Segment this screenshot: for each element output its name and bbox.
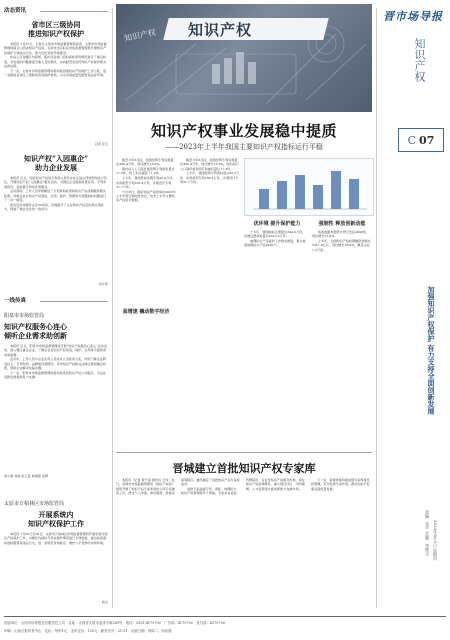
section-name: 知识产权 bbox=[413, 38, 426, 82]
article-title: 省市区三级协同 推进知识产权保护 bbox=[28, 20, 84, 38]
section-label-frontline: 一线传真 bbox=[4, 298, 27, 304]
article-kicker: 太原市万柏林区市场监管局 bbox=[4, 501, 65, 507]
page-number: 07 bbox=[419, 133, 435, 147]
article-body: 本报讯 7月27日，记者从太原市市场监督管理局获悉，太原市市场监督管理局联合山西省知识产权局、太原市杏花岭区市场监督管理局开展知识产权保护专项执法行动，助力优化营商环境建设。 执法人员对辖区内商场、超市及各类门店的商标使用情况进行了重点检查，对发现的问题督促当事人及时整改，并向经营者宣传知识产权保护相关法律法规。 下一步，太原市市场监督管理局将持续加强知识产权保护工作力度，进一步推进省市区三级联动协同保护机制，为全市高质量发展营造良好环境。 bbox=[4, 42, 107, 78]
left-column bbox=[4, 4, 108, 608]
column-divider bbox=[376, 8, 377, 608]
article-byline: 武小康 刘丽 张江波 杨雨婷 张辉 bbox=[4, 474, 49, 478]
article-title: 知识产权服务心连心 倾听企业需求助创新 bbox=[4, 322, 67, 340]
article-byline: 冯志军 bbox=[98, 282, 108, 286]
article-body: 本报讯 近日，阳泉市市场监督管理局开展“知识产权服务心连心”走访活动，深入辖区重点企业，了解企业在知识产权创造、保护、运用等方面的需求和困难。 走访中，工作人员与企业负责人及技术人员座谈交流，详细了解企业研发投入、专利布局、品牌建设等情况，宣传知识产权相关法律法规和惠企政策，帮助企业解决实际问题。 下一步，阳泉市市场监督管理局将持续优化知识产权公共服务，为企业创新发展提供有力支撑。 bbox=[4, 344, 107, 380]
footer-line: 印刷：山西日报印务中心 定价：每份1元 全年定价：120元 邮发代号：21-51 出版日期：每周二、四出版 bbox=[4, 629, 172, 633]
bottom-article-body: 本报讯（记者 贾升甫 通讯员 王伟）近日，晋城市市场监督管理局（知识产权局）组织开展了知识产权专家库首批入库专家遴选工作，经过个人申报、单位推荐、资格审查等程序，最终确定了首批知识产权专家库成员。 首批专家涵盖专利、商标、地理标志、知识产权管理等多个领域，专家来自高校、科研院所、企业及知识产权服务机构，将在知识产权政策研究、重大项目评议、纠纷调解、人才培养等方面发挥智力支撑作用。 下一步，晋城市将持续加强专家库建设和管理，充分发挥专家作用，推动知识产权事业高质量发展。 bbox=[116, 478, 370, 496]
article-body: 本报讯 7月26日至28日，太原市万柏林区市场监督管理局开展系统内知识产权保护工作，对辖区内商标专用权保护情况进行专项检查，重点检查商标侵权假冒等违法行为，进一步规范市场秩序，维护公平竞争的市场环境。 bbox=[4, 532, 108, 545]
section-rule bbox=[40, 301, 108, 302]
slogan: 加强知识产权保护 有力支持全面创新发展 bbox=[427, 286, 436, 415]
body-column-3: 上半年，我国商标注册量达244.0万件，有效注册商标量达4510.9万件。 地理标志产品保护工作稳步推进，累计批准地理标志产品2495个。 bbox=[244, 230, 306, 248]
body-column-4: 集成电路布图设计登记发证4998件，同比增长31.6%。 上半年，全国知识产权质押融资金额达2511.6亿元，同比增长36.6%，惠及企业1.3万家。 bbox=[312, 230, 371, 252]
section-rule bbox=[40, 11, 108, 12]
issue-date: 2023年8月3日 星期四 bbox=[433, 520, 438, 561]
headline: 知识产权事业发展稳中提质 bbox=[150, 122, 337, 140]
article-byline: 记者 张玉 bbox=[94, 142, 108, 146]
banner-subtext: 知识产权 bbox=[123, 27, 157, 44]
chart-inset bbox=[244, 158, 374, 216]
footer-rule bbox=[4, 616, 446, 617]
footer-line: 出版单位：山西市场导报社有限责任公司 社址：山西省太原市迎泽大街289号 电话：0351-4179700 广告部：4179700 发行部：4179700 bbox=[4, 621, 225, 625]
section-rule bbox=[116, 452, 372, 453]
subheadline: ——2023年上半年我国主要知识产权指标运行平稳 bbox=[165, 143, 323, 151]
subheading: 高增速 撬动数字经济 bbox=[122, 309, 170, 315]
article-title: 开展系统内 知识产权保护工作 bbox=[28, 510, 84, 528]
subheading: 强制性 释放创新动能 bbox=[318, 221, 366, 227]
editor-credit: 责编：张平 美编：李德文 bbox=[425, 510, 430, 556]
section-label-dynamic-news: 动态资讯 bbox=[4, 8, 27, 14]
article-byline: 杨文 bbox=[101, 600, 108, 604]
bottom-headline: 晋城建立首批知识产权专家库 bbox=[172, 462, 316, 475]
column-divider bbox=[112, 8, 113, 608]
masthead: 晋市场导报 bbox=[383, 10, 443, 23]
subheading: 优环境 提升保护能力 bbox=[253, 221, 301, 227]
body-column-1: 截至今年6月底，我国发明专利有效量达456.4万件，同比增长16.6%。 国内每万人口高价值发明专利拥有量达11.3件，较上年底提高了1.0件。 上半年，我国授权发明专利45.0万件，实用新型专利106.4万件，外观设计专利31.7万件。 7月18日，国家知识产权局举办2023年上半年例行新闻发布会，发布上半年主要知识产权统计数据。 bbox=[116, 158, 176, 203]
page-number-box bbox=[398, 128, 444, 152]
article-title: 知识产权“入园惠企” 助力企业发展 bbox=[23, 154, 89, 172]
main-banner-image bbox=[116, 4, 372, 112]
article-kicker: 阳泉市市场监管局 bbox=[4, 313, 45, 319]
banner-title: 知识产权 bbox=[188, 21, 253, 39]
body-column-2: 截至今年6月底，我国发明专利有效量达456.4万件，同比增长16.6%，国内每万人口高价值发明专利拥有量达11.3件。 上半年，我国发明专利授权量达45.0万件，实用新型专利106.4万件，外观设计专利31.7万件。 bbox=[180, 158, 240, 185]
article-body: 本报讯 近日，国家知识产权局专利局太原代办处走进山西转型综改示范区，开展知识产权“入园惠企”服务活动，为园区企业提供政策宣讲、专利申请指导、高价值专利培育等服务。 活动现场，工作人员详细解读了专利资助政策和知识产权质押融资相关政策，并就企业在知识产权创造、运用、保护、管理等方面遇到的问题进行了一对一解答。 此次活动共服务企业30余家，有效提升了企业知识产权意识和运用能力，得到了参会企业的一致好评。 bbox=[4, 176, 107, 212]
page-label: C bbox=[407, 133, 417, 147]
